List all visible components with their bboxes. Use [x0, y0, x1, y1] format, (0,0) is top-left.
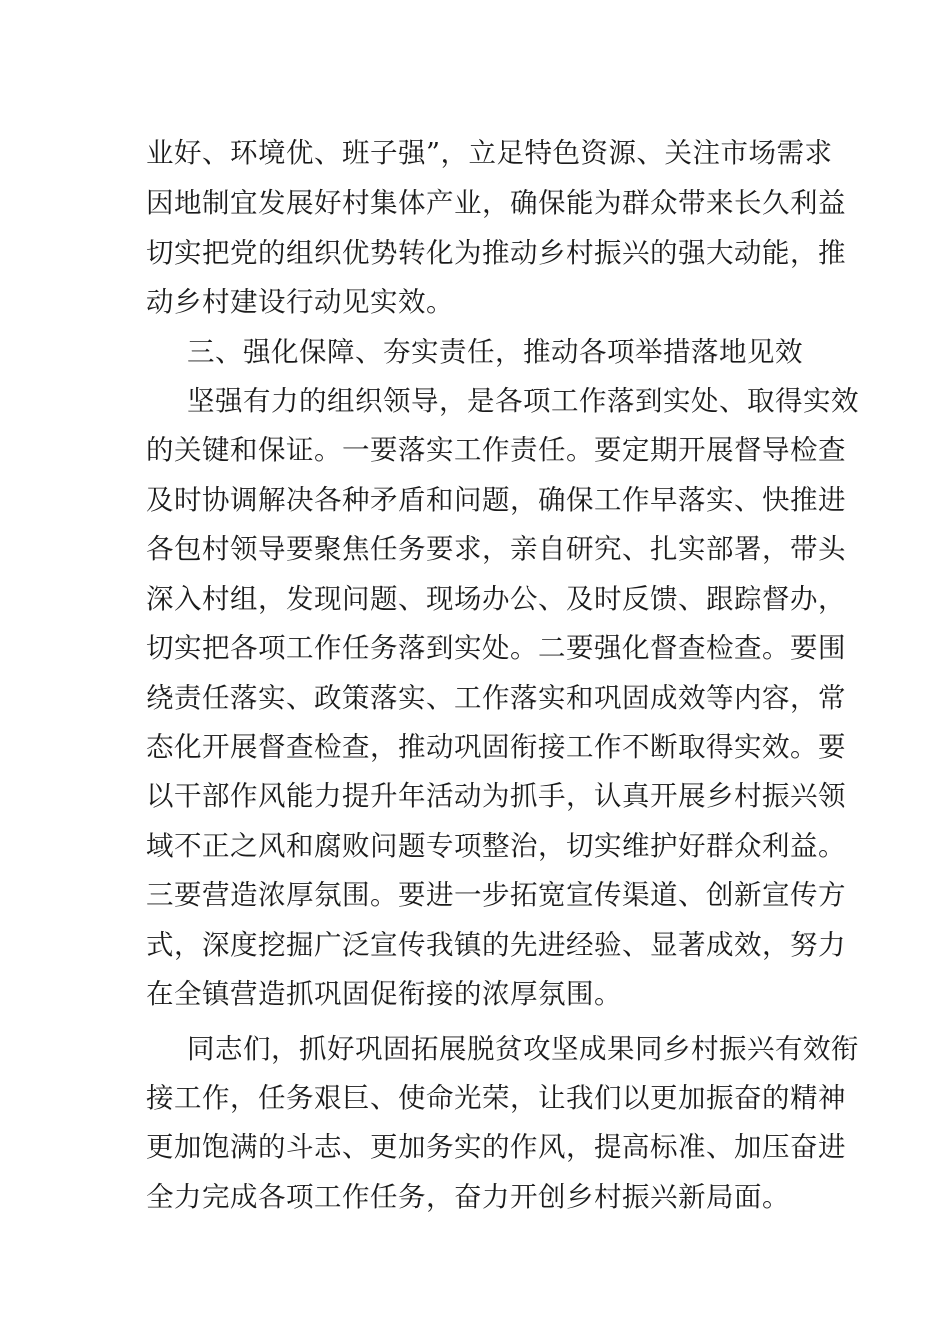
text-line: 三要营造浓厚氛围。要进一步拓宽宣传渠道、创新宣传方 — [146, 879, 846, 911]
text-line: 接工作，任务艰巨、使命光荣，让我们以更加振奋的精神 — [146, 1082, 846, 1114]
text-line: 域不正之风和腐败问题专项整治，切实维护好群众利益。 — [146, 830, 846, 862]
text-line: 动乡村建设行动见实效。 — [146, 286, 454, 318]
text-line: 及时协调解决各种矛盾和问题，确保工作早落实、快推进 — [146, 484, 846, 516]
text-line: 态化开展督查检查，推动巩固衔接工作不断取得实效。要 — [146, 731, 846, 763]
text-line: 全力完成各项工作任务，奋力开创乡村振兴新局面。 — [146, 1181, 790, 1213]
text-line: 式，深度挖掘广泛宣传我镇的先进经验、显著成效，努力 — [146, 929, 846, 961]
text-line: 因地制宜发展好村集体产业，确保能为群众带来长久利益 — [146, 187, 846, 219]
text-line: 切实把党的组织优势转化为推动乡村振兴的强大动能，推 — [146, 237, 846, 269]
text-line: 的关键和保证。一要落实工作责任。要定期开展督导检查 — [146, 434, 846, 466]
text-line: 各包村领导要聚焦任务要求，亲自研究、扎实部署，带头 — [146, 533, 846, 565]
section-heading: 三、强化保障、夯实责任，推动各项举措落地见效 — [187, 336, 803, 368]
text-line: 切实把各项工作任务落到实处。二要强化督查检查。要围 — [146, 632, 846, 664]
text-line: 业好、环境优、班子强”，立足特色资源、关注市场需求 — [146, 137, 833, 169]
text-line: 深入村组，发现问题、现场办公、及时反馈、跟踪督办， — [146, 583, 846, 615]
text-line: 绕责任落实、政策落实、工作落实和巩固成效等内容，常 — [146, 682, 846, 714]
text-line: 在全镇营造抓巩固促衔接的浓厚氛围。 — [146, 978, 622, 1010]
text-line: 坚强有力的组织领导，是各项工作落到实处、取得实效 — [187, 385, 859, 417]
text-line: 更加饱满的斗志、更加务实的作风，提高标准、加压奋进 — [146, 1131, 846, 1163]
text-line: 以干部作风能力提升年活动为抓手，认真开展乡村振兴领 — [146, 780, 846, 812]
text-line: 同志们，抓好巩固拓展脱贫攻坚成果同乡村振兴有效衔 — [187, 1033, 859, 1065]
